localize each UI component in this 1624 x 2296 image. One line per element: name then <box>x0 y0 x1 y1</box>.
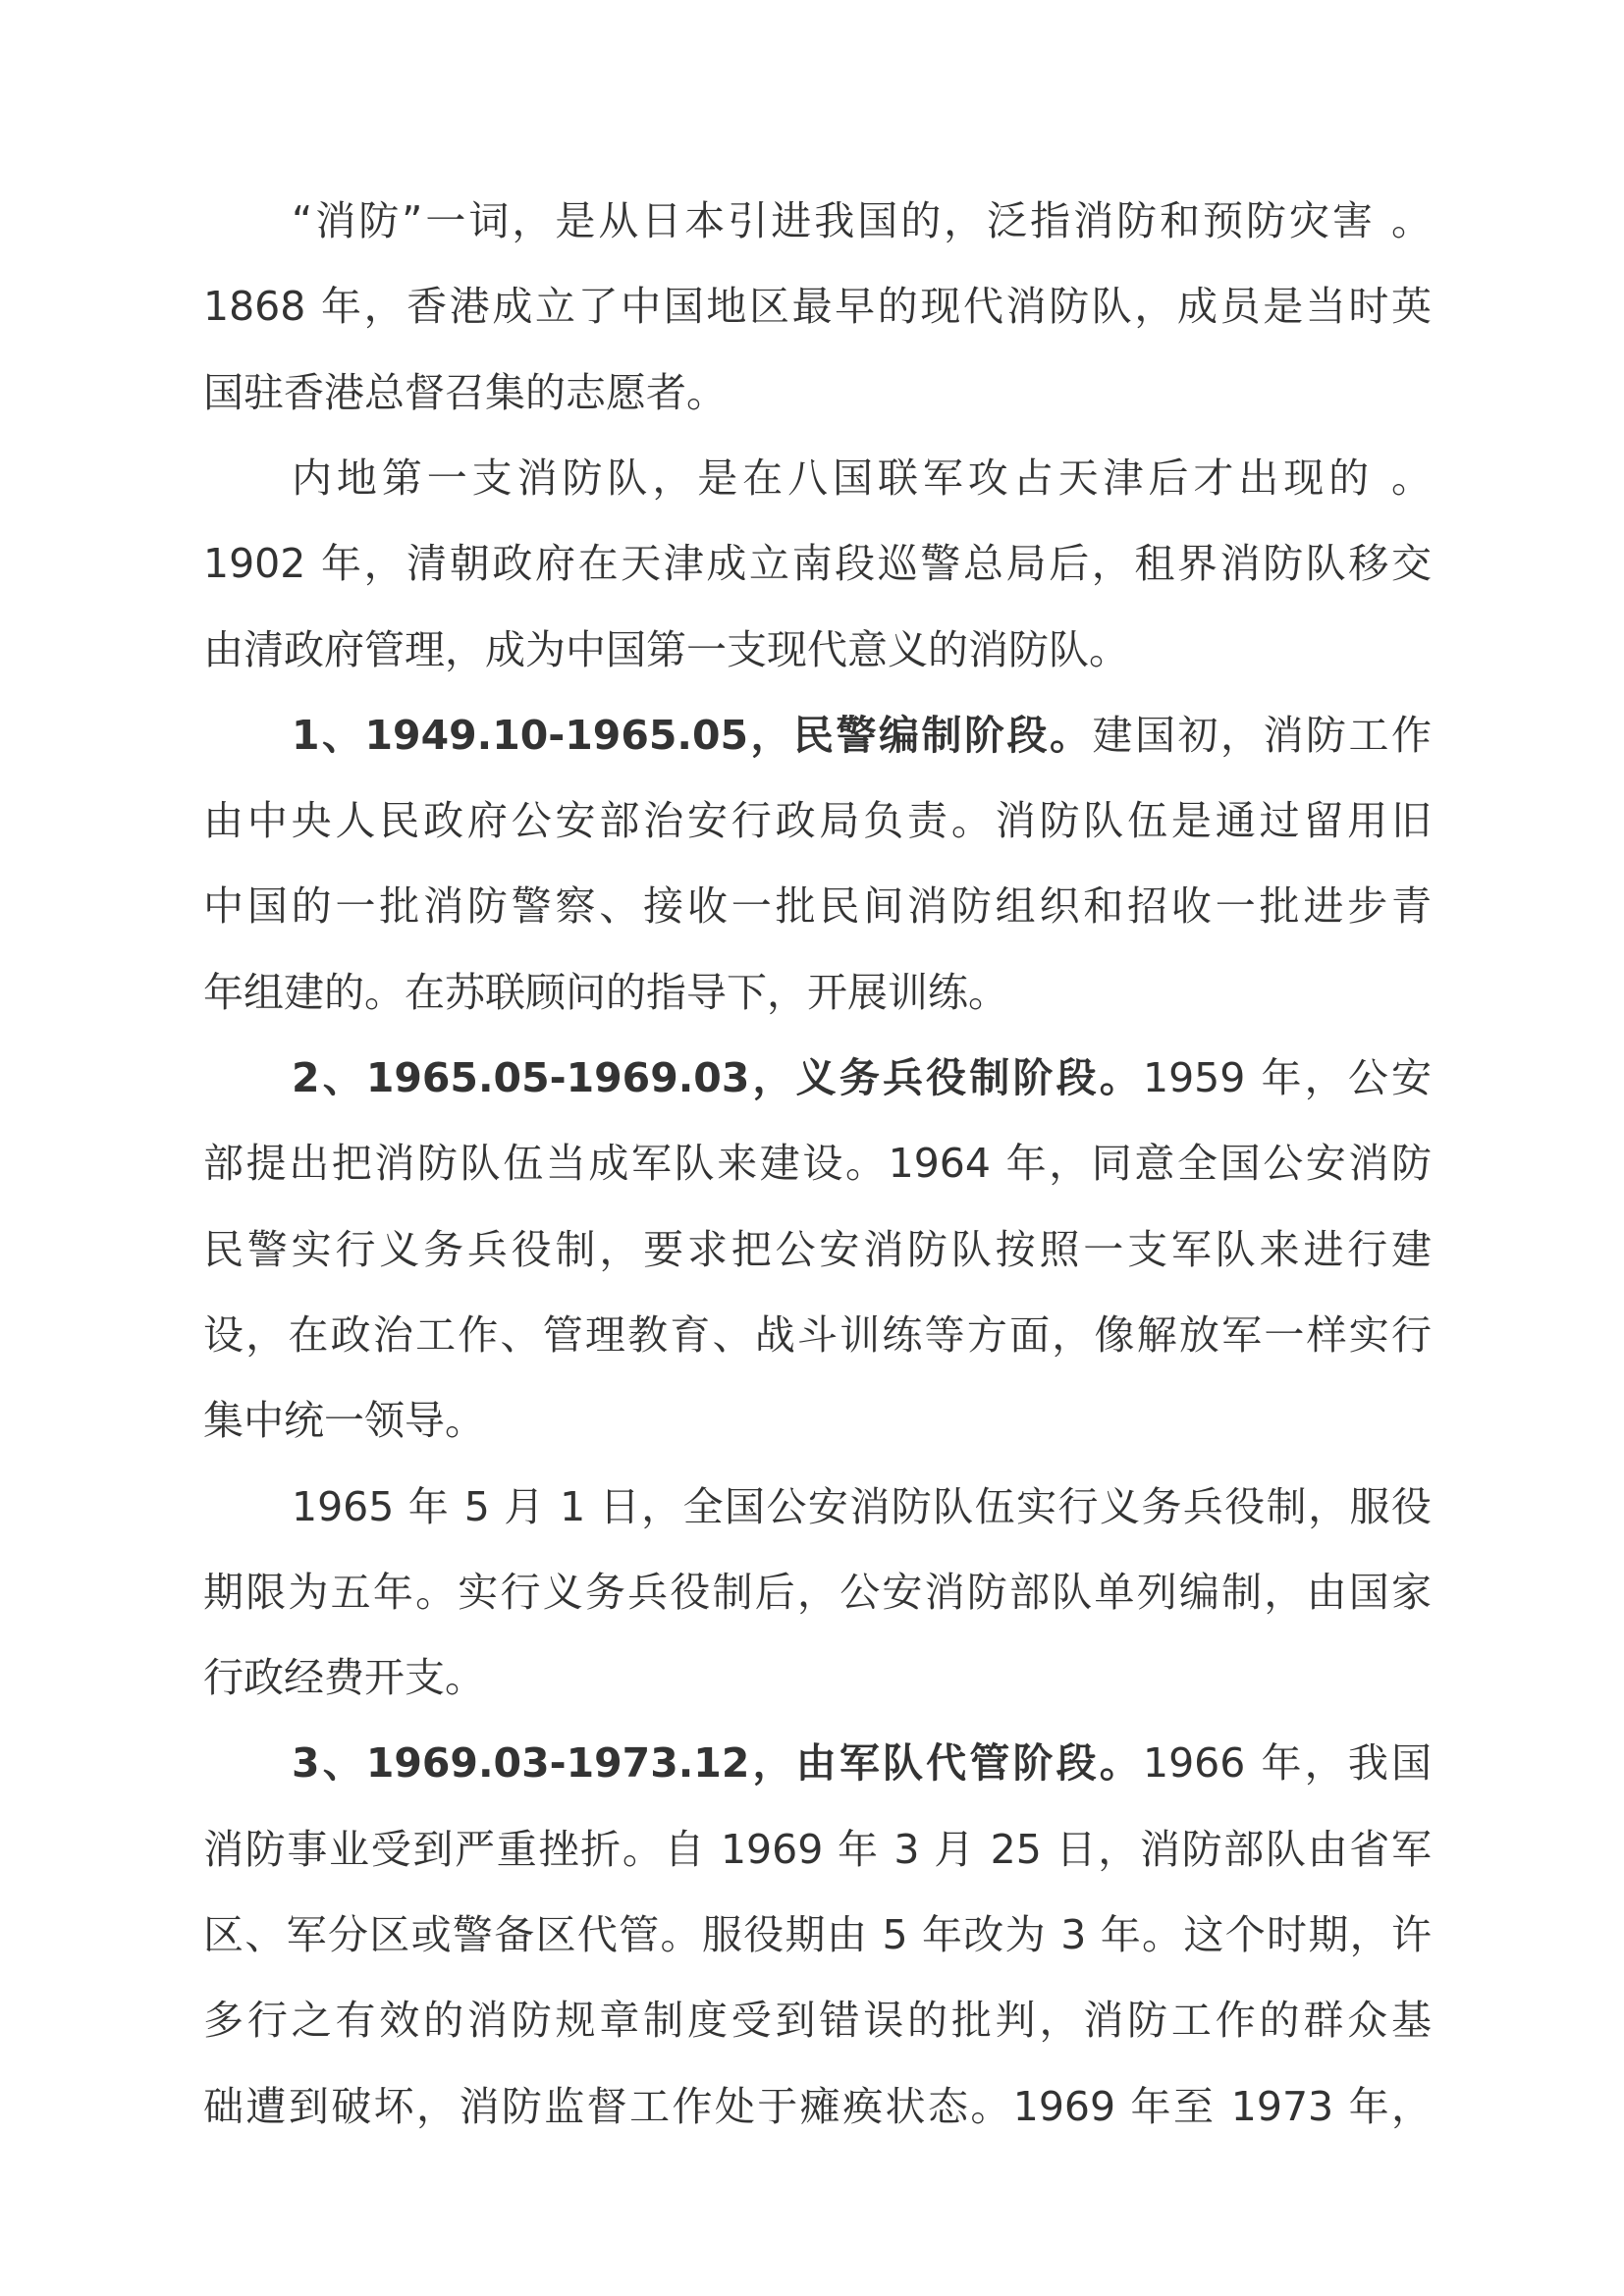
text-line <box>292 1479 1432 1534</box>
text-line <box>203 365 1432 420</box>
section-heading: 1、1949.10-1965.05，民警编制阶段。 <box>292 711 1093 759</box>
text-line <box>203 1222 1432 1277</box>
text-line <box>292 451 1432 506</box>
text-line <box>203 1136 1432 1191</box>
text-line <box>203 1308 1432 1362</box>
text-line <box>203 2079 1432 2134</box>
line-text: 1966 年，我国 <box>1142 1739 1433 1788</box>
line-text: 1959 年，公安 <box>1142 1054 1433 1101</box>
text-line <box>203 879 1432 934</box>
line-text: 1965 年 5 月 1 日，全国公安消防队伍实行义务兵役制，服役 <box>292 1482 1432 1530</box>
text-line <box>292 708 1432 763</box>
line-text: 国驻香港总督召集的志愿者。 <box>203 368 727 416</box>
line-text: 消防事业受到严重挫折。自 1969 年 3 月 25 日，消防部队由省军 <box>203 1825 1432 1873</box>
text-line <box>203 965 1432 1020</box>
text-line <box>203 1907 1432 1962</box>
text-line <box>203 1393 1432 1448</box>
line-text: 1868 年，香港成立了中国地区最早的现代消防队，成员是当时英 <box>203 283 1432 331</box>
line-text: “消防”一词，是从日本引进我国的，泛指消防和预防灾害 。 <box>292 197 1432 244</box>
section-heading: 3、1969.03-1973.12，由军队代管阶段。 <box>292 1739 1143 1788</box>
text-line <box>203 1565 1432 1620</box>
line-text: 民警实行义务兵役制，要求把公安消防队按照一支军队来进行建 <box>203 1225 1432 1273</box>
line-text: 期限为五年。实行义务兵役制后，公安消防部队单列编制，由国家 <box>203 1568 1432 1616</box>
text-line <box>292 1050 1432 1105</box>
line-text: 中国的一批消防警察、接收一批民间消防组织和招收一批进步青 <box>203 882 1432 931</box>
line-text: 1902 年，清朝政府在天津成立南段巡警总局后，租界消防队移交 <box>203 540 1432 588</box>
line-text: 由中央人民政府公安部治安行政局负责。消防队伍是通过留用旧 <box>203 797 1432 845</box>
text-line <box>292 1735 1432 1790</box>
text-line <box>203 279 1432 334</box>
line-text: 设，在政治工作、管理教育、战斗训练等方面，像解放军一样实行 <box>203 1310 1432 1359</box>
text-line <box>292 193 1432 248</box>
line-text: 建国初，消防工作 <box>1092 711 1433 759</box>
line-text: 多行之有效的消防规章制度受到错误的批判，消防工作的群众基 <box>203 1997 1432 2045</box>
line-text: 年组建的。在苏联顾问的指导下，开展训练。 <box>203 968 1008 1016</box>
line-text: 区、军分区或警备区代管。服役期由 5 年改为 3 年。这个时期，许 <box>203 1911 1432 1958</box>
line-text: 集中统一领导。 <box>203 1397 485 1445</box>
section-heading: 2、1965.05-1969.03，义务兵役制阶段。 <box>292 1054 1143 1101</box>
text-line <box>203 536 1432 591</box>
text-line <box>203 622 1432 677</box>
line-text: 部提出把消防队伍当成军队来建设。1964 年，同意全国公安消防 <box>203 1140 1432 1188</box>
text-line <box>203 1993 1432 2048</box>
line-text: 础遭到破坏，消防监督工作处于瘫痪状态。1969 年至 1973 年， <box>203 2082 1432 2130</box>
line-text: 由清政府管理，成为中国第一支现代意义的消防队。 <box>203 625 1129 673</box>
text-line <box>203 1822 1432 1877</box>
line-text: 行政经费开支。 <box>203 1654 485 1702</box>
line-text: 内地第一支消防队，是在八国联军攻占天津后才出现的 。 <box>292 454 1432 502</box>
text-line <box>203 793 1432 848</box>
text-line <box>203 1650 1432 1705</box>
